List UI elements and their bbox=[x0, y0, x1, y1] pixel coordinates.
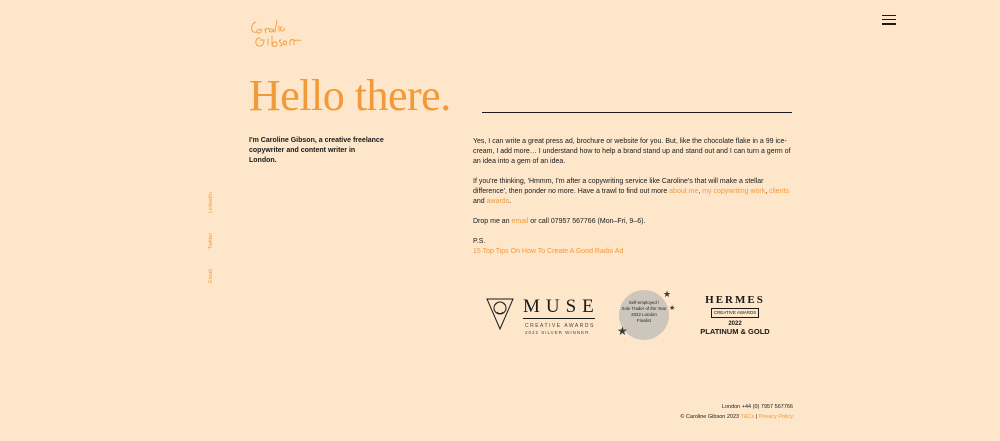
muse-award-logo: MUSE CREATIVE AWARDS 2022 SILVER WINNER bbox=[485, 292, 597, 340]
paragraph-explore: If you're thinking, 'Hmmm, I'm after a copywriting service like Caroline's that will make a stellar difference', then ponder no more. Have a trawl to find out more about me, my copywriting work, clients and awards. bbox=[473, 178, 789, 205]
muse-emblem-icon bbox=[485, 295, 515, 331]
intro-text: I'm Caroline Gibson, a creative freelance copywriter and content writer in London. bbox=[249, 137, 384, 164]
footer-contact: London +44 (0) 7957 567766 bbox=[721, 404, 793, 410]
main-content bbox=[473, 137, 793, 267]
star-icon: ★ bbox=[669, 305, 676, 312]
awards-row bbox=[485, 290, 785, 342]
about-me-link[interactable]: about me bbox=[669, 188, 699, 195]
paragraph-ps: P.S. 15 Top Tips On How To Create A Good Radio Ad bbox=[473, 238, 624, 255]
privacy-policy-link[interactable]: Privacy Policy bbox=[758, 414, 793, 420]
linkedin-link[interactable]: LinkedIn bbox=[208, 192, 214, 213]
logo[interactable] bbox=[248, 16, 328, 50]
awards-link[interactable]: awards bbox=[486, 198, 510, 205]
clients-link[interactable]: clients bbox=[769, 188, 789, 195]
logo-signature-icon bbox=[248, 16, 328, 50]
paragraph-intro: Yes, I can write a great press ad, brochure or website for you. But, like the chocolate flake in a 99 ice-cream, I add more… I understand how to help a brand stand up and stand out and I can turn a germ of an idea into a gem of an idea. bbox=[473, 138, 791, 165]
hamburger-menu-icon bbox=[882, 15, 896, 17]
star-icon: ★ bbox=[617, 324, 628, 338]
menu-button[interactable] bbox=[882, 12, 896, 26]
page-title: Hello there. bbox=[249, 71, 451, 120]
tcs-link[interactable]: T&Cs bbox=[740, 414, 755, 420]
star-icon: ★ bbox=[663, 289, 672, 299]
title-underline bbox=[482, 112, 792, 113]
social-links bbox=[208, 185, 222, 290]
radio-ad-tips-link[interactable]: 15 Top Tips On How To Create A Good Radio Ad bbox=[473, 248, 624, 255]
hermes-award-logo: HERMES CREATIVE AWARDS 2022 PLATINUM & GOLD bbox=[700, 294, 770, 336]
email-link[interactable]: Email bbox=[208, 269, 214, 283]
sole-trader-award-badge: ★ ★ ★ Self-employed / Sole Trader of the Year 2022 London Finalist bbox=[617, 289, 676, 338]
email-inline-link[interactable]: email bbox=[511, 218, 529, 225]
paragraph-contact: Drop me an email or call 07957 567766 (Mon–Fri, 9–6). bbox=[473, 218, 646, 225]
twitter-link[interactable]: Twitter bbox=[208, 232, 214, 249]
copywriting-work-link[interactable]: my copywriting work bbox=[702, 188, 766, 195]
footer bbox=[680, 402, 793, 422]
footer-legal: © Caroline Gibson 2023 T&Cs | Privacy Policy bbox=[680, 414, 793, 420]
